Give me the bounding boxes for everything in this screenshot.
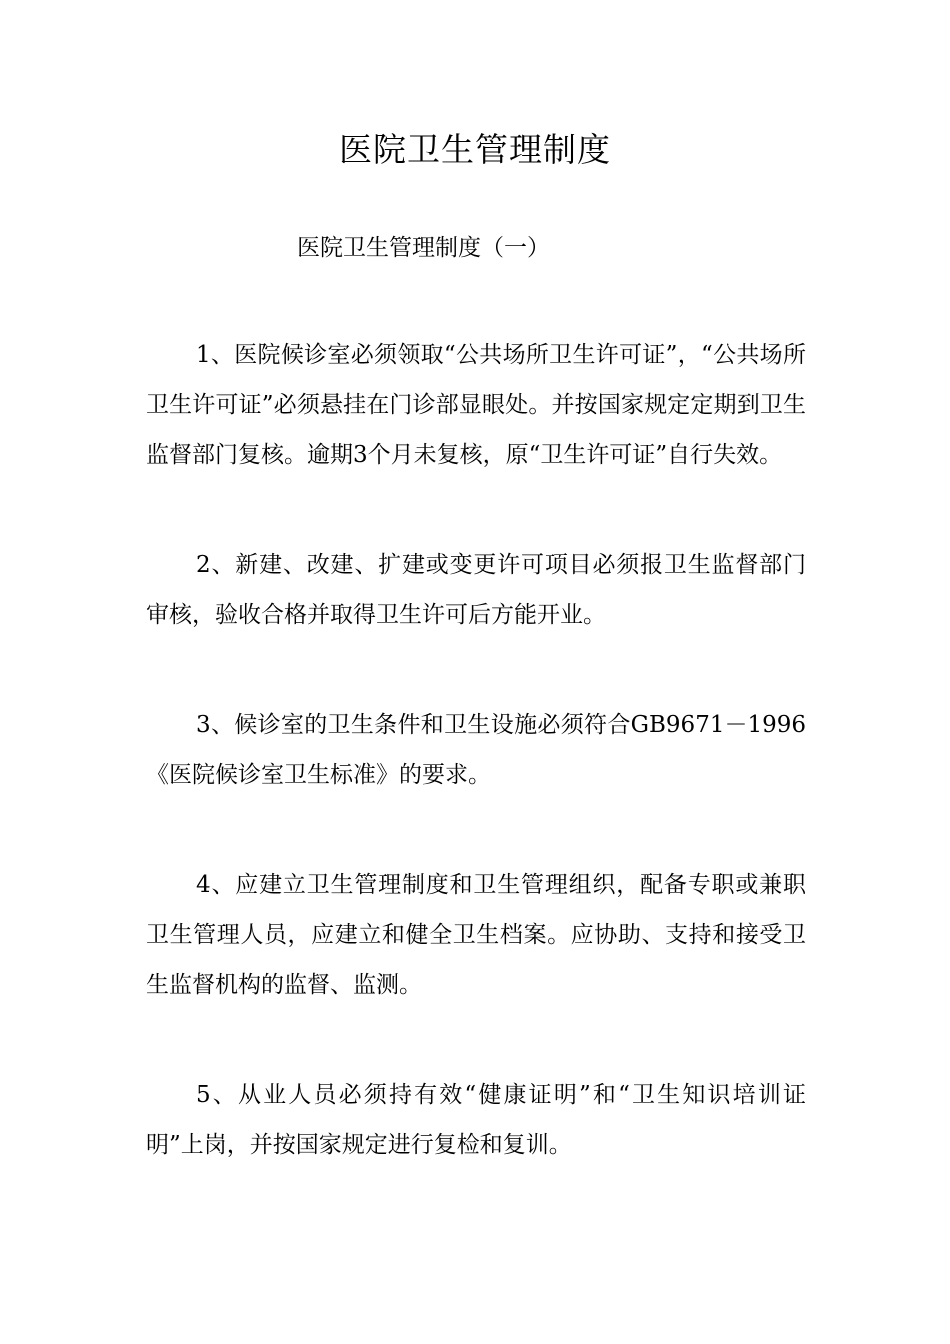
- document-body: [146, 330, 806, 1230]
- paragraph-4: 4、应建立卫生管理制度和卫生管理组织，配备专职或兼职卫生管理人员，应建立和健全卫生档案。应协助、支持和接受卫生监督机构的监督、监测。: [146, 872, 806, 998]
- paragraph-5: 5、从业人员必须持有效“健康证明”和“卫生知识培训证明”上岗，并按国家规定进行复检和复训。: [146, 1082, 806, 1158]
- section-title: 医院卫生管理制度（一）: [297, 235, 550, 261]
- paragraph-3: 3、候诊室的卫生条件和卫生设施必须符合GB9671－1996《医院候诊室卫生标准》的要求。: [146, 712, 806, 788]
- paragraph-1: 1、医院候诊室必须领取“公共场所卫生许可证”，“公共场所卫生许可证”必须悬挂在门诊部显眼处。并按国家规定定期到卫生监督部门复核。逾期3个月未复核，原“卫生许可证”自行失效。: [146, 342, 806, 468]
- document-title: 医院卫生管理制度: [339, 130, 611, 169]
- paragraph-2: 2、新建、改建、扩建或变更许可项目必须报卫生监督部门审核，验收合格并取得卫生许可后方能开业。: [146, 552, 806, 628]
